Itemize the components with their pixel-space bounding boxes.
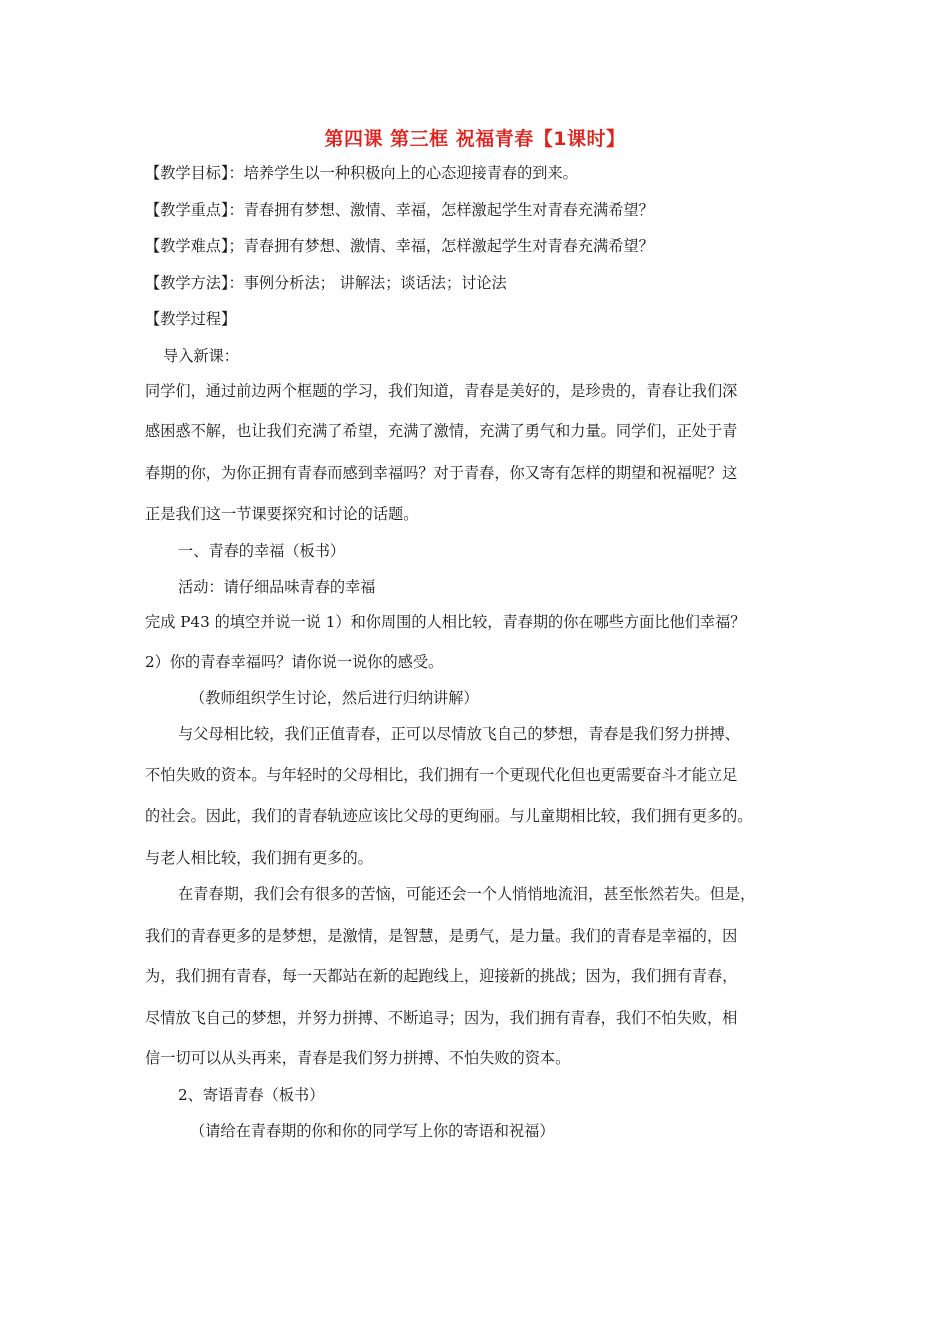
teaching-objective: 【教学目标】：培养学生以一种积极向上的心态迎接青春的到来。 xyxy=(145,164,578,182)
para2-line: 不怕失败的资本。与年轻时的父母相比，我们拥有一个更现代化但也更需要奋斗才能立足 xyxy=(145,766,738,784)
para3-line: 在青春期，我们会有很多的苦恼，可能还会一个人悄悄地流泪，甚至怅然若失。但是， xyxy=(178,885,756,903)
intro-paragraph-line: 同学们，通过前边两个框题的学习，我们知道，青春是美好的，是珍贵的，青春让我们深 xyxy=(145,382,738,400)
intro-label: 导入新课： xyxy=(163,347,239,365)
activity-line: 活动：请仔细品味青春的幸福 xyxy=(178,578,376,596)
para2-line: 的社会。因此，我们的青春轨迹应该比父母的更绚丽。与儿童期相比较，我们拥有更多的。 xyxy=(145,807,753,825)
para3-line: 信一切可以从头再来，青春是我们努力拼搏、不怕失败的资本。 xyxy=(145,1049,571,1067)
document-title: 第四课 第三框 祝福青春【1课时】 xyxy=(324,128,626,150)
intro-paragraph-line: 感困惑不解，也让我们充满了希望，充满了激情，充满了勇气和力量。同学们，正处于青 xyxy=(145,422,738,440)
intro-paragraph-line: 正是我们这一节课要探究和讨论的话题。 xyxy=(145,505,419,523)
section2-heading: 2、寄语青春（板书） xyxy=(178,1086,325,1104)
teaching-focus: 【教学重点】：青春拥有梦想、激情、幸福，怎样激起学生对青春充满希望？ xyxy=(145,201,654,219)
teaching-process-heading: 【教学过程】 xyxy=(145,310,237,328)
para2-line: 与父母相比较，我们正值青春，正可以尽情放飞自己的梦想，青春是我们努力拼搏、 xyxy=(178,725,740,743)
task-line: 2）你的青春幸福吗？请你说一说你的感受。 xyxy=(145,653,444,671)
section2-note: （请给在青春期的你和你的同学写上你的寄语和祝福） xyxy=(190,1122,555,1140)
teacher-note: （教师组织学生讨论，然后进行归纳讲解） xyxy=(190,689,479,707)
para3-line: 为，我们拥有青春，每一天都站在新的起跑线上，迎接新的挑战；因为，我们拥有青春， xyxy=(145,967,738,985)
para3-line: 我们的青春更多的是梦想，是激情，是智慧，是勇气，是力量。我们的青春是幸福的，因 xyxy=(145,927,738,945)
intro-paragraph-line: 春期的你，为你正拥有青春而感到幸福吗？对于青春，你又寄有怎样的期望和祝福呢？这 xyxy=(145,464,738,482)
para3-line: 尽情放飞自己的梦想，并努力拼搏、不断追寻；因为，我们拥有青春，我们不怕失败，相 xyxy=(145,1009,738,1027)
teaching-difficulty: 【教学难点】；青春拥有梦想、激情、幸福，怎样激起学生对青春充满希望？ xyxy=(145,237,654,255)
teaching-method: 【教学方法】：事例分析法； 讲解法；谈话法；讨论法 xyxy=(145,274,507,292)
para2-line: 与老人相比较，我们拥有更多的。 xyxy=(145,849,373,867)
task-line: 完成 P43 的填空并说一说 1）和你周围的人相比较，青春期的你在哪些方面比他们幸福？ xyxy=(145,613,746,631)
section1-heading: 一、青春的幸福（板书） xyxy=(178,542,346,560)
